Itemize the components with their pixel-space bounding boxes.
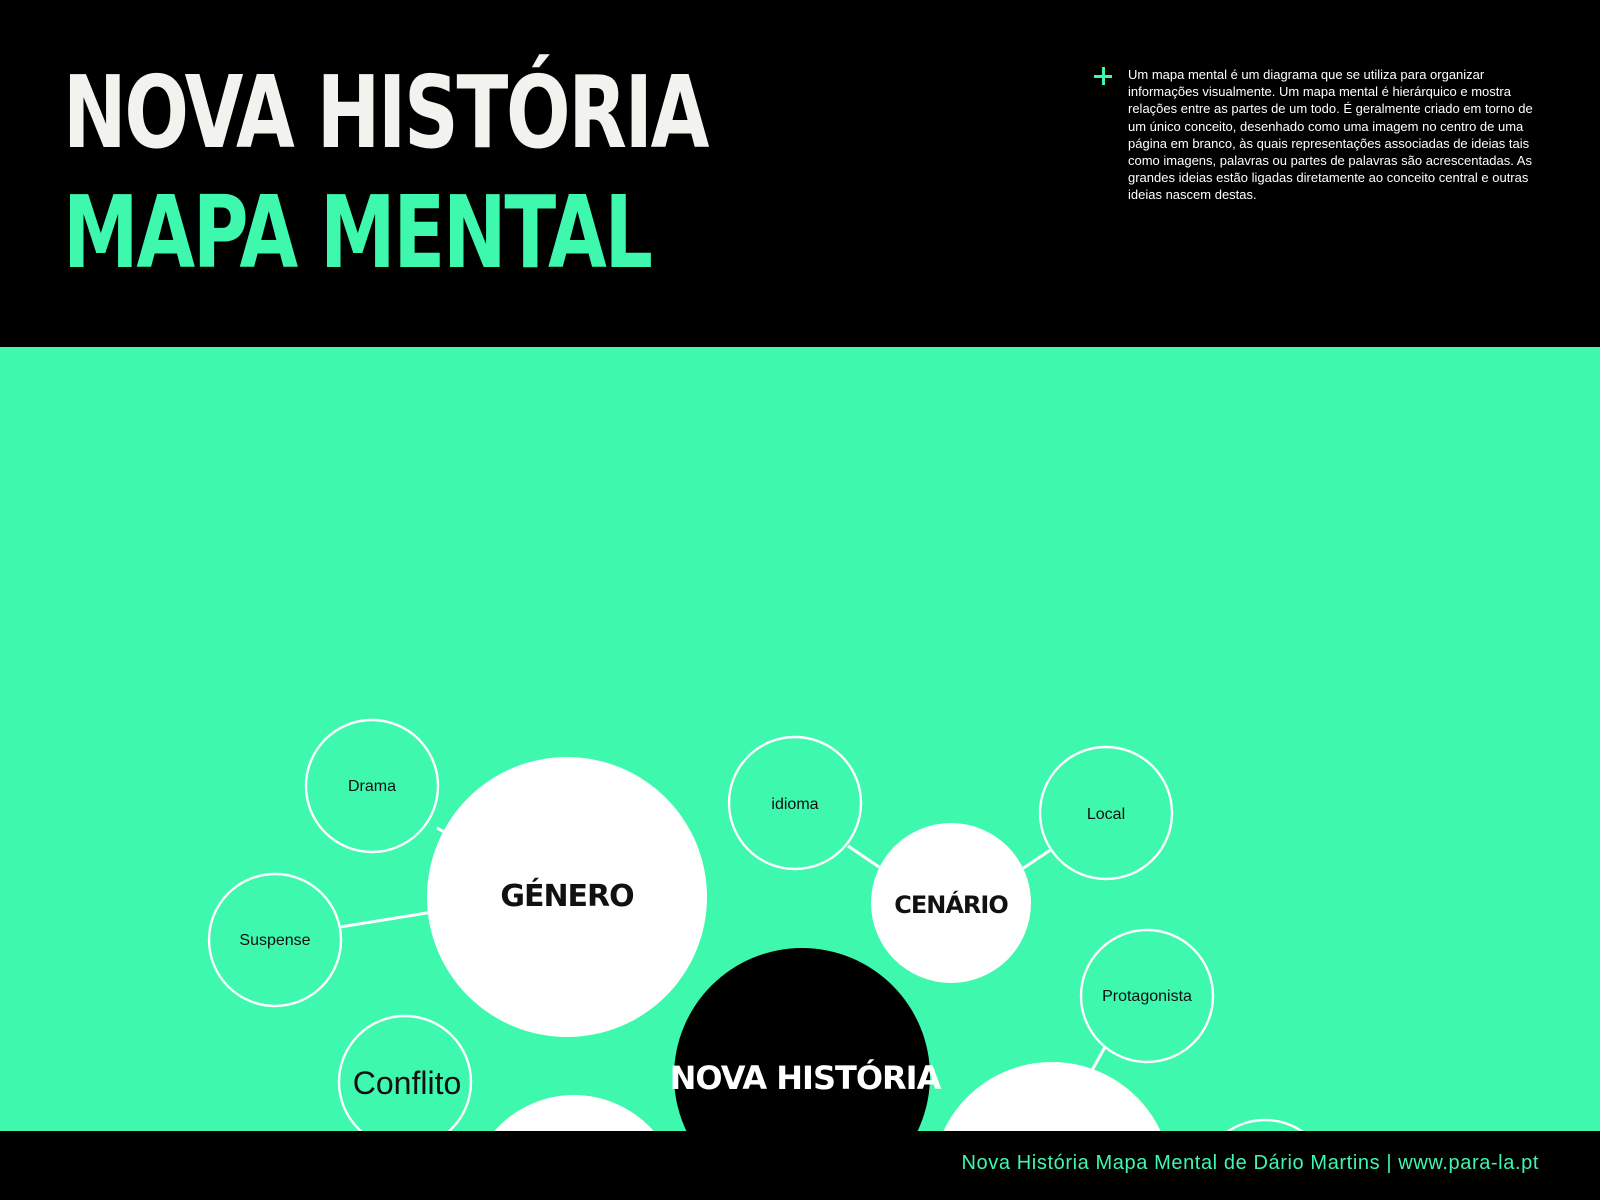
- branch-label-genero: GÉNERO: [500, 879, 634, 914]
- footer-credit: Nova História Mapa Mental de Dário Martins | www.para-la.pt: [961, 1152, 1539, 1174]
- description-text: Um mapa mental é um diagrama que se utiliza para organizar informações visualmente. Um mapa mental é hierárquico e mostra relações entre as partes de um todo. É geralmente criado em torno de um único conceito, desenhado como uma imagem no centro de uma página em branco, às quais representações associadas de ideias tais como imagens, palavras ou partes de palavras são acrescentadas. As grandes ideias estão ligadas diretamente ao conceito central e outras ideias nascem destas.: [1128, 67, 1533, 203]
- connector-cenario-local: [1022, 849, 1052, 869]
- plus-icon: [1094, 67, 1114, 87]
- connector-genero-suspense: [340, 912, 433, 927]
- idea-bubble-personagens-secundarias: [1199, 1120, 1331, 1131]
- center-label: NOVA HISTÓRIA: [669, 1059, 941, 1097]
- center-node: [674, 948, 930, 1131]
- connector-cenario-idioma: [848, 846, 882, 869]
- idea-label-drama: Drama: [347, 778, 397, 795]
- idea-label-protagonista: Protagonista: [1102, 988, 1192, 1005]
- connector-carater-protagonista: [1091, 1047, 1105, 1072]
- idea-label-conflito: Conflito: [352, 1065, 462, 1101]
- title-line-1: NOVA HISTÓRIA: [63, 54, 708, 171]
- idea-label-local: Local: [1086, 806, 1126, 823]
- branch-label-cenario: CENÁRIO: [894, 891, 1008, 919]
- title-line-2: MAPA MENTAL: [63, 174, 651, 291]
- branch-node-carater: [932, 1062, 1172, 1131]
- header: [0, 0, 1600, 347]
- branch-node-enredo: [468, 1095, 680, 1131]
- idea-label-idioma: idioma: [771, 796, 819, 813]
- idea-label-suspense: Suspense: [239, 932, 311, 949]
- mindmap-diagram: [0, 347, 1600, 1131]
